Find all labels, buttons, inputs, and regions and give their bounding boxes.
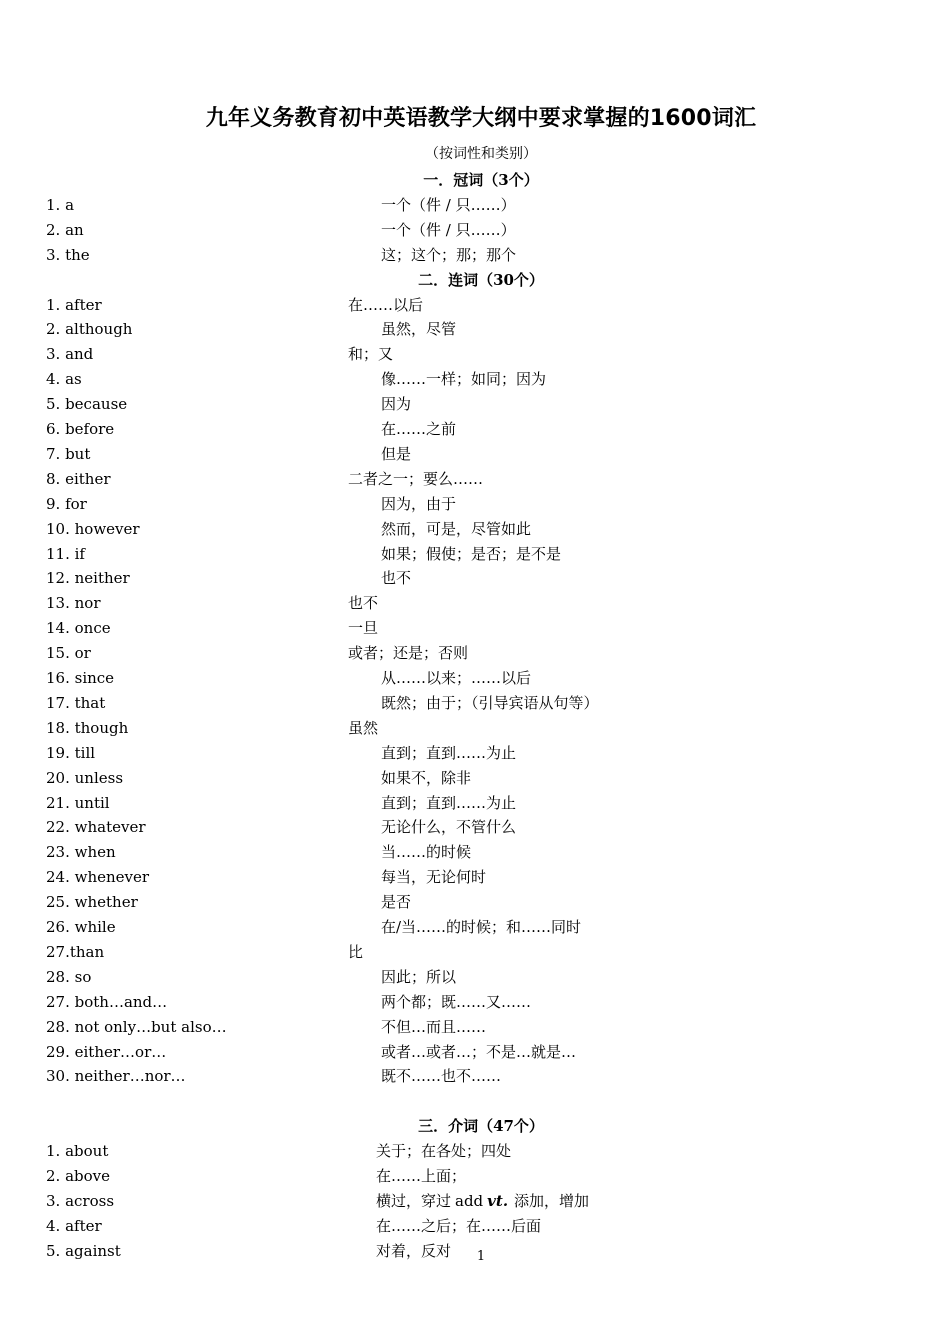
english-word: 3. and	[46, 345, 94, 364]
list-item	[0, 193, 950, 218]
chinese-meaning	[348, 591, 378, 616]
chinese-meaning	[381, 392, 411, 417]
page-number: 1	[476, 1249, 486, 1264]
meaning-text: 直到；直到……为止	[381, 743, 517, 762]
meaning-text: 对着，反对	[376, 1241, 452, 1260]
english-word: 25. whether	[46, 893, 138, 912]
chinese-meaning	[348, 293, 423, 318]
english-word: 3. across	[46, 1191, 115, 1210]
section-heading: 一．冠词（3个）	[423, 171, 539, 189]
english-word: 14. once	[46, 619, 111, 638]
chinese-meaning	[376, 1189, 589, 1214]
list-item	[0, 791, 950, 816]
english-word: 22. whatever	[46, 818, 146, 837]
english-word: 3. the	[46, 245, 90, 264]
list-item	[0, 566, 950, 591]
english-word: 2. although	[46, 320, 133, 339]
chinese-meaning	[381, 193, 516, 218]
meaning-text: 虽然，尽管	[381, 320, 457, 339]
meaning-text: 因此；所以	[381, 967, 457, 986]
english-word: 10. however	[46, 519, 140, 538]
list-item	[0, 442, 950, 467]
list-item	[0, 641, 950, 666]
english-word: 13. nor	[46, 594, 101, 613]
meaning-text: 横过，穿过	[376, 1191, 452, 1210]
chinese-meaning	[381, 367, 546, 392]
list-item	[0, 965, 950, 990]
meaning-text: 但是	[381, 444, 412, 463]
english-word: 20. unless	[46, 768, 124, 787]
meaning-text: 也不	[348, 594, 379, 613]
chinese-meaning	[381, 492, 456, 517]
english-word: 27.than	[46, 942, 105, 961]
meaning-text: 然而，可是，尽管如此	[381, 519, 532, 538]
list-item	[0, 716, 950, 741]
chinese-meaning	[376, 1214, 541, 1239]
list-item	[0, 1015, 950, 1040]
list-item	[0, 890, 950, 915]
section-heading: 二．连词（30个）	[418, 270, 544, 289]
list-item	[0, 1040, 950, 1065]
list-item	[0, 243, 950, 268]
list-item	[0, 865, 950, 890]
meaning-text: 既然；由于；（引导宾语从句等）	[381, 693, 599, 712]
list-item	[0, 342, 950, 367]
chinese-meaning	[348, 467, 483, 492]
chinese-meaning	[348, 641, 468, 666]
english-word: 24. whenever	[46, 868, 150, 887]
english-word: 8. either	[46, 469, 111, 488]
english-word: 29. either…or…	[46, 1042, 167, 1061]
meaning-text: 或者；还是；否则	[348, 644, 469, 663]
english-word: 26. while	[46, 918, 116, 936]
list-item	[0, 517, 950, 542]
list-item	[0, 293, 950, 318]
chinese-meaning	[381, 791, 516, 816]
chinese-meaning	[376, 1139, 511, 1164]
meaning-text: 是否	[381, 893, 412, 912]
english-word: 16. since	[46, 669, 115, 687]
meaning-text: 因为	[381, 395, 412, 414]
list-item	[0, 467, 950, 492]
meaning-text: 无论什么，不管什么	[381, 818, 517, 837]
meaning-text: 在……上面；	[376, 1167, 467, 1185]
chinese-meaning	[381, 965, 456, 990]
chinese-meaning	[348, 716, 378, 741]
section-heading: 三．介词（47个）	[418, 1117, 544, 1136]
english-word: 6. before	[46, 420, 115, 438]
chinese-meaning	[348, 616, 378, 641]
meaning-text: 也不	[381, 569, 412, 588]
meaning-text: 关于；在各处；四处	[376, 1142, 512, 1161]
chinese-meaning	[381, 218, 516, 243]
chinese-meaning	[381, 691, 599, 716]
chinese-meaning	[381, 915, 581, 940]
meaning-text: 一旦	[348, 619, 379, 638]
english-word: 18. though	[46, 718, 129, 737]
list-item	[0, 840, 950, 865]
chinese-meaning	[381, 815, 516, 840]
meaning-text: 每当，无论何时	[381, 868, 487, 887]
list-item	[0, 367, 950, 392]
english-word: 5. because	[46, 395, 128, 414]
english-word: 28. not only…but also…	[46, 1017, 227, 1036]
list-item	[0, 1139, 950, 1164]
list-item	[0, 766, 950, 791]
meaning-text: 虽然	[348, 718, 379, 737]
english-word: 19. till	[46, 743, 96, 762]
meaning-text: 在……之后；在……后面	[376, 1216, 542, 1235]
chinese-meaning	[381, 442, 411, 467]
meaning-text: 在……以后	[348, 295, 424, 314]
meaning-text: 一个（件 / 只……）	[381, 195, 516, 214]
meaning-text: 直到；直到……为止	[381, 793, 517, 812]
english-word: 2. above	[46, 1167, 111, 1185]
extra-word: add	[455, 1191, 484, 1210]
meaning-text: 二者之一；要么……	[348, 469, 484, 488]
list-item	[0, 940, 950, 965]
meaning-text: 在……之前	[381, 420, 457, 438]
chinese-meaning	[381, 890, 411, 915]
meaning-text: 既不……也不……	[381, 1067, 502, 1086]
meaning-text: 不但…而且……	[381, 1017, 487, 1036]
meaning-text: 这；这个；那；那个	[381, 245, 517, 264]
chinese-meaning	[381, 1064, 501, 1089]
english-word: 28. so	[46, 967, 92, 986]
chinese-meaning	[381, 741, 516, 766]
english-word: 1. a	[46, 195, 75, 214]
meaning-text: 当……的时候	[381, 843, 472, 862]
list-item	[0, 417, 950, 442]
chinese-meaning	[381, 566, 411, 591]
chinese-meaning	[348, 342, 393, 367]
english-word: 12. neither	[46, 569, 130, 588]
meaning-text: 像……一样；如同；因为	[381, 370, 547, 389]
chinese-meaning	[381, 243, 516, 268]
page-title: 九年义务教育初中英语教学大纲中要求掌握的1600词汇	[205, 106, 757, 131]
list-item	[0, 392, 950, 417]
english-word: 15. or	[46, 644, 91, 663]
chinese-meaning	[381, 417, 456, 442]
english-word: 1. after	[46, 295, 102, 314]
list-item	[0, 990, 950, 1015]
meaning-text: 因为，由于	[381, 494, 457, 513]
chinese-meaning	[381, 766, 471, 791]
english-word: 4. as	[46, 370, 82, 389]
meaning-text: 在/当……的时候；和……同时	[381, 918, 582, 936]
chinese-meaning	[381, 990, 531, 1015]
page-subtitle: （按词性和类别）	[425, 146, 537, 162]
english-word: 27. both…and…	[46, 992, 168, 1011]
meaning-text: 两个都；既……又……	[381, 992, 532, 1011]
list-item	[0, 542, 950, 567]
chinese-meaning	[381, 317, 456, 342]
chinese-meaning	[376, 1164, 466, 1189]
english-word: 9. for	[46, 494, 87, 513]
list-item	[0, 815, 950, 840]
english-word: 1. about	[46, 1142, 109, 1161]
meaning-text: 比	[348, 942, 364, 961]
chinese-meaning	[381, 1015, 486, 1040]
chinese-meaning	[381, 1040, 576, 1065]
english-word: 4. after	[46, 1216, 102, 1235]
chinese-meaning	[348, 940, 363, 965]
list-item	[0, 1189, 950, 1214]
list-item	[0, 1214, 950, 1239]
meaning-text: 和；又	[348, 345, 394, 364]
list-item	[0, 1164, 950, 1189]
list-item	[0, 741, 950, 766]
chinese-meaning	[381, 517, 531, 542]
english-word: 23. when	[46, 843, 116, 862]
english-word: 11. if	[46, 544, 85, 563]
chinese-meaning	[381, 542, 561, 567]
list-item	[0, 317, 950, 342]
meaning-text: 如果不，除非	[381, 768, 472, 787]
list-item	[0, 1064, 950, 1089]
meaning-text: 从……以来；……以后	[381, 669, 532, 687]
list-item	[0, 691, 950, 716]
meaning-text: 或者…或者…；不是…就是…	[381, 1042, 577, 1061]
english-word: 2. an	[46, 220, 84, 239]
chinese-meaning	[381, 840, 471, 865]
english-word: 7. but	[46, 444, 91, 463]
english-word: 30. neither…nor…	[46, 1067, 186, 1086]
list-item	[0, 591, 950, 616]
meaning-text: 一个（件 / 只……）	[381, 220, 516, 239]
meaning-text: 如果；假使；是否；是不是	[381, 544, 562, 563]
list-item	[0, 218, 950, 243]
list-item	[0, 492, 950, 517]
chinese-meaning	[381, 865, 486, 890]
extra-meaning: 添加，增加	[514, 1191, 590, 1210]
english-word: 21. until	[46, 793, 110, 812]
english-word: 5. against	[46, 1241, 121, 1260]
list-item	[0, 915, 950, 940]
chinese-meaning	[381, 666, 531, 691]
list-item	[0, 666, 950, 691]
english-word: 17. that	[46, 693, 106, 712]
part-of-speech: vt.	[487, 1191, 509, 1210]
list-item	[0, 616, 950, 641]
